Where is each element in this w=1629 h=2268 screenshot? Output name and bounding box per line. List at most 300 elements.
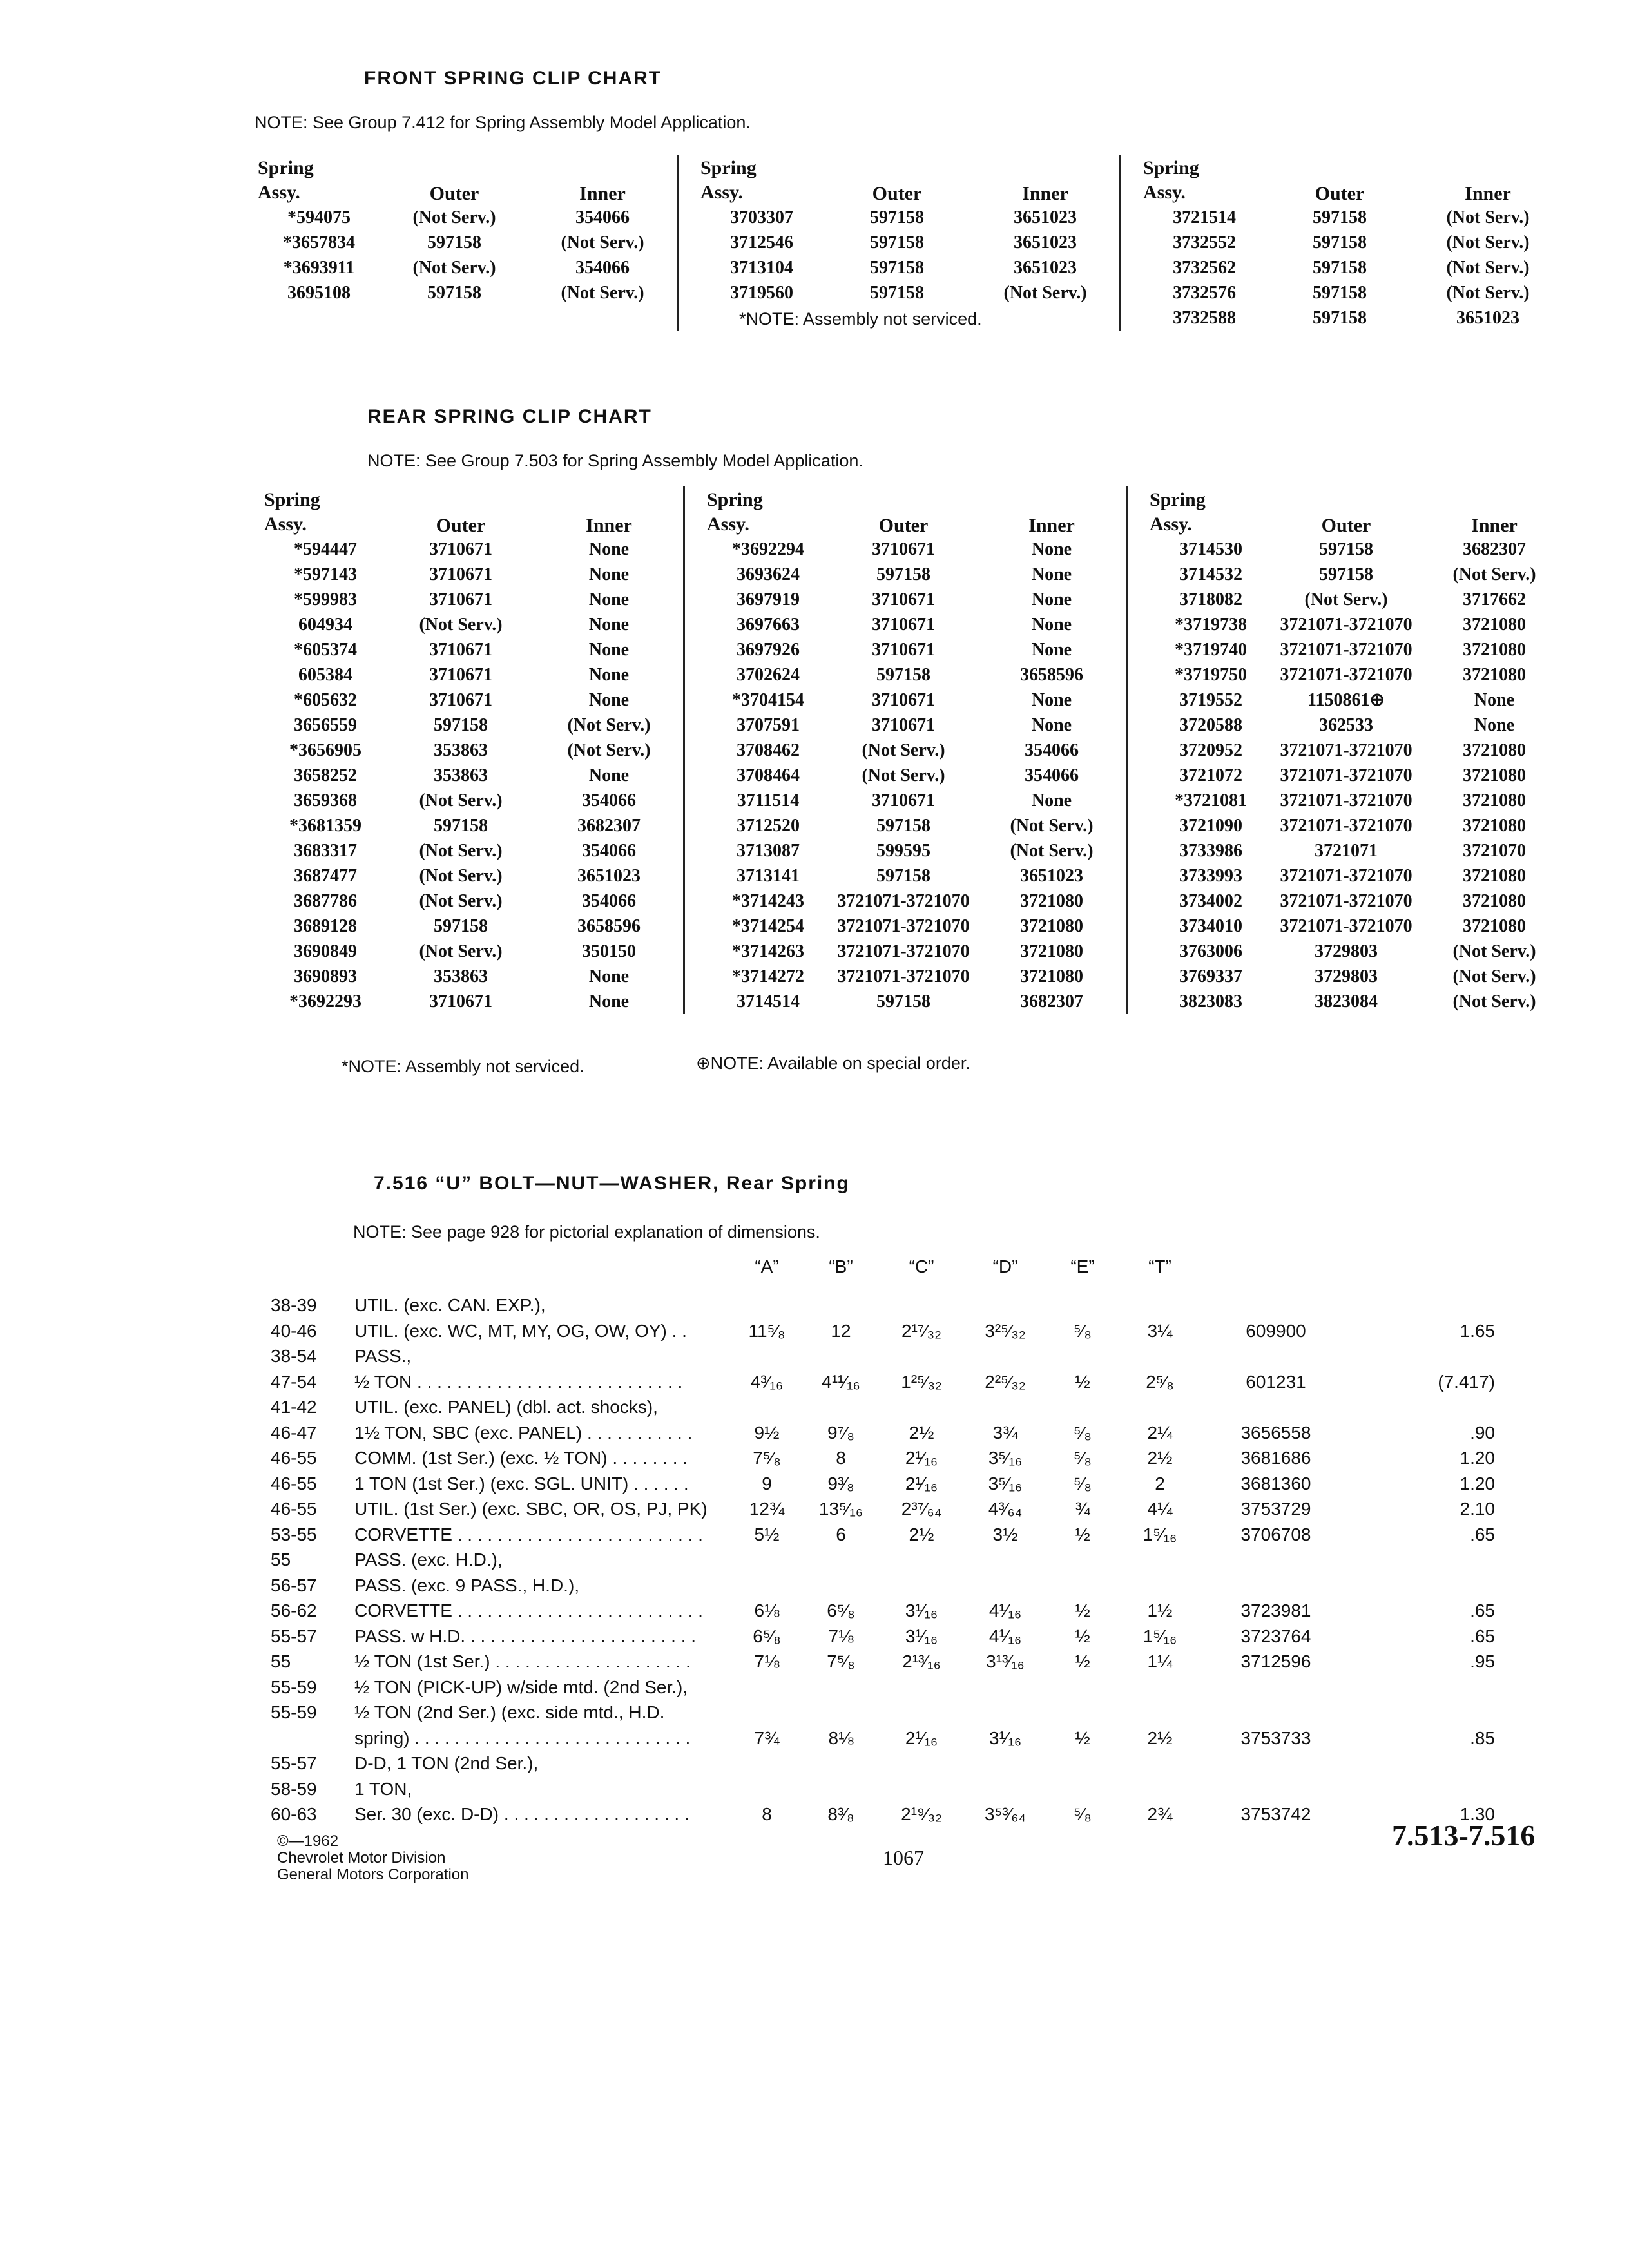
- inner-header: Inner: [1028, 515, 1075, 536]
- ubolt-dim-d: 3⁵⁄₁₆: [988, 1473, 1023, 1494]
- ubolt-years: 53-55: [271, 1524, 317, 1544]
- ubolt-part-number: 3753742: [1240, 1804, 1311, 1824]
- inner-cell: None: [588, 564, 630, 584]
- footer-division: Chevrolet Motor Division: [277, 1849, 446, 1867]
- outer-header: Outer: [878, 515, 929, 536]
- ubolt-description: PASS. (exc. 9 PASS., H.D.),: [354, 1575, 580, 1595]
- ubolt-description: UTIL. (exc. WC, MT, MY, OG, OW, OY) . .: [354, 1320, 687, 1341]
- ubolt-dim-t: 1⁵⁄₁₆: [1142, 1524, 1177, 1544]
- spring-assy-cell: 3708464: [737, 765, 800, 785]
- ubolt-row: [271, 1499, 1559, 1524]
- ubolt-description: PASS.,: [354, 1346, 412, 1366]
- ubolt-dim-c: 2¹⁷⁄₃₂: [901, 1320, 941, 1341]
- outer-cell: 3721071-3721070: [1280, 665, 1412, 685]
- outer-header: Outer: [429, 183, 479, 204]
- table-row: [1150, 863, 1568, 889]
- outer-cell: (Not Serv.): [419, 866, 503, 886]
- ubolt-col-header: “T”: [1148, 1256, 1171, 1276]
- inner-cell: (Not Serv.): [1452, 941, 1536, 961]
- spring-assy-cell: *594447: [294, 539, 357, 559]
- spring-assy-cell: 3733986: [1179, 841, 1242, 861]
- outer-cell: 597158: [1313, 207, 1367, 227]
- ubolt-note: NOTE: See page 928 for pictorial explanation of dimensions.: [353, 1222, 820, 1242]
- ubolt-description: ½ TON . . . . . . . . . . . . . . . . . . . . . . . . . . .: [354, 1371, 683, 1392]
- table-row: [264, 662, 683, 687]
- spring-assy-header: [707, 488, 829, 537]
- table-row: [264, 914, 683, 939]
- spring-header-line: Spring: [258, 157, 314, 178]
- inner-cell: (Not Serv.): [1446, 258, 1530, 278]
- ubolt-dim-d: 4³⁄₆₄: [988, 1499, 1023, 1519]
- inner-cell: None: [588, 690, 630, 710]
- table-row: [700, 280, 1119, 305]
- outer-cell: (Not Serv.): [419, 791, 503, 811]
- inner-cell: 354066: [575, 258, 630, 278]
- ubolt-col-header: “E”: [1070, 1256, 1095, 1276]
- ubolt-col-header: “B”: [829, 1256, 853, 1276]
- ubolt-dim-b: 8³⁄₈: [827, 1804, 854, 1824]
- spring-assy-cell: 3687477: [294, 866, 357, 886]
- outer-cell: 3710671: [429, 992, 492, 1012]
- spring-assy-cell: 3708462: [737, 740, 800, 760]
- ubolt-description: ½ TON (1st Ser.) . . . . . . . . . . . . . . . . . . . .: [354, 1651, 691, 1671]
- rear-footnote-assembly: *NOTE: Assembly not serviced.: [342, 1057, 584, 1076]
- inner-cell: 3721070: [1463, 841, 1526, 861]
- outer-cell: (Not Serv.): [412, 207, 496, 227]
- table-row: [707, 537, 1126, 562]
- ubolt-col-header: “C”: [909, 1256, 934, 1276]
- inner-cell: 3721080: [1020, 916, 1083, 936]
- ubolt-dim-b: 8: [836, 1448, 846, 1468]
- table-row: [1143, 255, 1562, 280]
- inner-cell: None: [1474, 690, 1515, 710]
- ubolt-dim-a: 4³⁄₁₆: [750, 1371, 784, 1392]
- footer-credits: [277, 1833, 468, 1883]
- outer-cell: 3721071-3721070: [1280, 891, 1412, 911]
- ubolt-dim-e: ⁵⁄₈: [1074, 1448, 1092, 1468]
- ubolt-dim-c: 2³⁷⁄₆₄: [901, 1499, 942, 1519]
- ubolt-dim-t: 2: [1155, 1473, 1165, 1494]
- ubolt-row: [271, 1753, 1559, 1779]
- table-row: [1150, 939, 1568, 964]
- rear-block-header: [264, 486, 683, 537]
- inner-cell: (Not Serv.): [1010, 816, 1094, 836]
- spring-assy-cell: *3719750: [1175, 665, 1247, 685]
- outer-cell: 597158: [1313, 233, 1367, 253]
- outer-cell: 597158: [870, 258, 924, 278]
- inner-cell: (Not Serv.): [567, 715, 651, 735]
- outer-cell: 597158: [870, 233, 924, 253]
- spring-assy-cell: 604934: [298, 615, 352, 635]
- table-row: [258, 205, 677, 230]
- ubolt-description: 1 TON,: [354, 1778, 412, 1799]
- ubolt-dim-e: ½: [1075, 1626, 1090, 1646]
- ubolt-dim-c: 2¹⁄₁₆: [905, 1473, 938, 1494]
- inner-cell: 3721080: [1463, 665, 1526, 685]
- ubolt-dim-t: 2½: [1147, 1727, 1173, 1748]
- ubolt-part-number: 3753729: [1240, 1499, 1311, 1519]
- spring-assy-cell: *3656905: [289, 740, 361, 760]
- ubolt-dim-d: 3⁵³⁄₆₄: [985, 1804, 1026, 1824]
- front-block-footnote: *NOTE: Assembly not serviced.: [739, 309, 982, 329]
- spring-assy-cell: 3697919: [737, 590, 800, 610]
- ubolt-part-number: 3753733: [1240, 1727, 1311, 1748]
- inner-cell: None: [588, 590, 630, 610]
- table-row: [1150, 587, 1568, 612]
- outer-cell: (Not Serv.): [419, 841, 503, 861]
- outer-cell: 597158: [1313, 258, 1367, 278]
- outer-cell: 597158: [1319, 564, 1373, 584]
- spring-assy-cell: *3681359: [289, 816, 361, 836]
- inner-cell: 3651023: [1014, 207, 1077, 227]
- spring-assy-cell: 3714530: [1179, 539, 1242, 559]
- inner-cell: 354066: [582, 891, 636, 911]
- spring-assy-cell: 3713141: [737, 866, 800, 886]
- table-row: [1150, 763, 1568, 788]
- inner-cell: (Not Serv.): [1003, 283, 1087, 303]
- table-row: [1150, 989, 1568, 1014]
- inner-cell: 3721080: [1463, 791, 1526, 811]
- inner-cell: (Not Serv.): [1446, 283, 1530, 303]
- inner-cell: None: [588, 765, 630, 785]
- front-block-1: [677, 155, 1119, 331]
- spring-assy-cell: 3697926: [737, 640, 800, 660]
- ubolt-weight: 2.10: [1460, 1499, 1495, 1519]
- ubolt-part-number: 3681360: [1240, 1473, 1311, 1494]
- table-row: [707, 713, 1126, 738]
- ubolt-dim-t: 4¼: [1147, 1499, 1173, 1519]
- spring-assy-cell: 3658252: [294, 765, 357, 785]
- inner-cell: 3721080: [1020, 891, 1083, 911]
- outer-cell: 597158: [870, 207, 924, 227]
- table-row: [258, 280, 677, 305]
- ubolt-description: PASS. w H.D. . . . . . . . . . . . . . . . . . . . . . . .: [354, 1626, 697, 1646]
- ubolt-years: 55: [271, 1651, 291, 1671]
- inner-cell: (Not Serv.): [1452, 992, 1536, 1012]
- ubolt-weight: .65: [1470, 1600, 1495, 1620]
- outer-cell: 362533: [1319, 715, 1373, 735]
- spring-assy-cell: *3721081: [1175, 791, 1247, 811]
- table-row: [264, 763, 683, 788]
- inner-cell: (Not Serv.): [561, 233, 644, 253]
- table-row: [707, 662, 1126, 687]
- outer-cell: 3710671: [872, 539, 935, 559]
- ubolt-row: [271, 1448, 1559, 1474]
- ubolt-years: 55-57: [271, 1753, 317, 1773]
- ubolt-dim-c: 2¹⁹⁄₃₂: [901, 1804, 942, 1824]
- ubolt-dim-c: 2¹⁄₁₆: [905, 1448, 938, 1468]
- inner-cell: 3682307: [1463, 539, 1526, 559]
- spring-header-line: Spring: [1143, 157, 1199, 178]
- rear-spring-clip-table: [264, 486, 1568, 1014]
- table-row: [1150, 562, 1568, 587]
- inner-cell: None: [1031, 590, 1072, 610]
- ubolt-dim-e: ½: [1075, 1727, 1090, 1748]
- ubolt-weight: .65: [1470, 1524, 1495, 1544]
- outer-cell: 597158: [434, 715, 488, 735]
- spring-assy-cell: 3687786: [294, 891, 357, 911]
- outer-cell: 597158: [1319, 539, 1373, 559]
- table-row: [1150, 914, 1568, 939]
- ubolt-row: [271, 1372, 1559, 1398]
- ubolt-weight: 1.20: [1460, 1448, 1495, 1468]
- spring-assy-header: [1143, 156, 1266, 205]
- ubolt-row: [271, 1626, 1559, 1652]
- spring-assy-cell: 3693624: [737, 564, 800, 584]
- table-row: [1150, 662, 1568, 687]
- inner-cell: 354066: [575, 207, 630, 227]
- spring-assy-cell: 3721514: [1173, 207, 1236, 227]
- spring-header-line: Spring: [700, 157, 757, 178]
- front-block-header: [1143, 155, 1562, 205]
- outer-header: Outer: [1315, 183, 1365, 204]
- outer-cell: 3710671: [429, 539, 492, 559]
- outer-cell: (Not Serv.): [1304, 590, 1388, 610]
- table-row: [264, 813, 683, 838]
- ubolt-dim-d: 3¹⁄₁₆: [988, 1727, 1022, 1748]
- outer-cell: 353863: [434, 740, 488, 760]
- table-row: [258, 230, 677, 255]
- ubolt-row: [271, 1397, 1559, 1423]
- table-row: [1150, 813, 1568, 838]
- ubolt-part-number: 3706708: [1240, 1524, 1311, 1544]
- spring-assy-cell: 3734010: [1179, 916, 1242, 936]
- rear-block-header: [707, 486, 1126, 537]
- inner-cell: (Not Serv.): [1446, 233, 1530, 253]
- inner-cell: (Not Serv.): [567, 740, 651, 760]
- ubolt-dim-e: ½: [1075, 1524, 1090, 1544]
- inner-cell: (Not Serv.): [561, 283, 644, 303]
- ubolt-dim-b: 8⅛: [828, 1727, 854, 1748]
- outer-cell: 3823084: [1315, 992, 1378, 1012]
- table-row: [707, 863, 1126, 889]
- inner-header: Inner: [579, 183, 626, 204]
- ubolt-row: [271, 1346, 1559, 1372]
- table-row: [1143, 305, 1562, 331]
- ubolt-years: 56-57: [271, 1575, 317, 1595]
- outer-cell: 3721071-3721070: [837, 891, 970, 911]
- spring-assy-cell: *3719740: [1175, 640, 1247, 660]
- inner-cell: 3658596: [577, 916, 641, 936]
- ubolt-row: [271, 1804, 1559, 1830]
- spring-assy-cell: 3713087: [737, 841, 800, 861]
- rear-block-1: [683, 486, 1126, 1014]
- ubolt-dim-a: 9: [762, 1473, 772, 1494]
- front-block-header: [258, 155, 677, 205]
- table-row: [700, 255, 1119, 280]
- ubolt-dim-b: 13⁵⁄₁₆: [818, 1499, 863, 1519]
- outer-cell: 3721071-3721070: [1280, 765, 1412, 785]
- outer-cell: 3721071-3721070: [1280, 816, 1412, 836]
- spring-assy-cell: 3697663: [737, 615, 800, 635]
- assy-header-line: Assy.: [258, 182, 300, 203]
- inner-cell: (Not Serv.): [1446, 207, 1530, 227]
- table-row: [264, 537, 683, 562]
- page-number: 1067: [883, 1846, 924, 1869]
- ubolt-dim-t: 1¼: [1147, 1651, 1173, 1671]
- outer-cell: 597158: [876, 665, 930, 685]
- ubolt-part-number: 609900: [1246, 1320, 1306, 1341]
- ubolt-years: 46-55: [271, 1448, 317, 1468]
- inner-header: Inner: [586, 515, 632, 536]
- outer-cell: 3710671: [872, 715, 935, 735]
- outer-cell: 597158: [876, 564, 930, 584]
- ubolt-description: ½ TON (2nd Ser.) (exc. side mtd., H.D.: [354, 1702, 665, 1722]
- front-chart-note: NOTE: See Group 7.412 for Spring Assembly Model Application.: [255, 113, 751, 132]
- table-row: [264, 964, 683, 989]
- table-row: [707, 763, 1126, 788]
- front-block-2: [1119, 155, 1562, 331]
- outer-cell: 353863: [434, 966, 488, 986]
- table-row: [264, 687, 683, 713]
- ubolt-part-number: 3681686: [1240, 1448, 1311, 1468]
- outer-cell: 3721071-3721070: [837, 966, 970, 986]
- spring-assy-cell: *3714254: [732, 916, 804, 936]
- ubolt-dim-c: 2½: [909, 1422, 934, 1443]
- ubolt-years: 40-46: [271, 1320, 317, 1341]
- ubolt-dim-a: 7¾: [754, 1727, 780, 1748]
- ubolt-col-header: “D”: [992, 1256, 1018, 1276]
- spring-assy-cell: 3721090: [1179, 816, 1242, 836]
- spring-header-line: Spring: [707, 489, 763, 510]
- ubolt-weight: 1.20: [1460, 1473, 1495, 1494]
- spring-assy-header: [264, 488, 387, 537]
- table-row: [1150, 838, 1568, 863]
- table-row: [1150, 788, 1568, 813]
- outer-cell: 3721071-3721070: [1280, 615, 1412, 635]
- spring-assy-cell: 3718082: [1179, 590, 1242, 610]
- inner-cell: None: [1031, 564, 1072, 584]
- outer-header: Outer: [436, 515, 486, 536]
- inner-cell: 3721080: [1463, 866, 1526, 886]
- outer-cell: 597158: [427, 233, 481, 253]
- ubolt-dim-a: 6⁵⁄₈: [753, 1626, 781, 1646]
- table-row: [264, 562, 683, 587]
- outer-cell: 3710671: [872, 615, 935, 635]
- inner-cell: None: [1031, 715, 1072, 735]
- outer-cell: 3710671: [872, 690, 935, 710]
- inner-cell: None: [588, 665, 630, 685]
- spring-assy-cell: 605384: [298, 665, 352, 685]
- outer-cell: 597158: [870, 283, 924, 303]
- ubolt-dim-b: 6⁵⁄₈: [827, 1600, 855, 1620]
- spring-assy-cell: 3720588: [1179, 715, 1242, 735]
- spring-assy-header: [1150, 488, 1272, 537]
- ubolt-dim-e: ½: [1075, 1371, 1090, 1392]
- ubolt-row: [271, 1677, 1559, 1703]
- inner-cell: None: [1031, 690, 1072, 710]
- spring-assy-header: [700, 156, 823, 205]
- ubolt-row: [271, 1575, 1559, 1601]
- inner-cell: None: [588, 539, 630, 559]
- ubolt-dim-c: 3¹⁄₁₆: [905, 1626, 938, 1646]
- ubolt-weight: (7.417): [1438, 1371, 1495, 1392]
- inner-header: Inner: [1465, 183, 1511, 204]
- spring-assy-cell: 3695108: [287, 283, 351, 303]
- ubolt-part-number: 3656558: [1240, 1422, 1311, 1443]
- outer-header: Outer: [872, 183, 922, 204]
- spring-assy-cell: 3714514: [737, 992, 800, 1012]
- table-row: [707, 939, 1126, 964]
- spring-assy-cell: *3714263: [732, 941, 804, 961]
- ubolt-dim-a: 9½: [754, 1422, 780, 1443]
- rear-block-0: [264, 486, 683, 1014]
- inner-cell: None: [1031, 791, 1072, 811]
- spring-assy-cell: 3732552: [1173, 233, 1236, 253]
- spring-assy-cell: 3733993: [1179, 866, 1242, 886]
- ubolt-weight: .65: [1470, 1626, 1495, 1646]
- spring-assy-cell: 3712520: [737, 816, 800, 836]
- inner-cell: 3682307: [577, 816, 641, 836]
- outer-cell: 3721071-3721070: [1280, 640, 1412, 660]
- table-row: [258, 255, 677, 280]
- ubolt-dim-b: 4¹¹⁄₁₆: [822, 1371, 860, 1392]
- inner-cell: None: [588, 615, 630, 635]
- ubolt-dim-d: 4¹⁄₁₆: [988, 1600, 1022, 1620]
- ubolt-years: 46-47: [271, 1422, 317, 1443]
- inner-cell: 3721080: [1020, 941, 1083, 961]
- ubolt-dim-c: 2½: [909, 1524, 934, 1544]
- spring-assy-cell: 3689128: [294, 916, 357, 936]
- table-row: [1143, 205, 1562, 230]
- outer-cell: 599595: [876, 841, 930, 861]
- outer-cell: 3710671: [872, 590, 935, 610]
- ubolt-dim-a: 11⁵⁄₈: [748, 1320, 786, 1341]
- outer-cell: 3729803: [1315, 941, 1378, 961]
- ubolt-years: 55-59: [271, 1702, 317, 1722]
- ubolt-dim-d: 3⁵⁄₁₆: [988, 1448, 1023, 1468]
- table-row: [264, 738, 683, 763]
- spring-assy-cell: 3763006: [1179, 941, 1242, 961]
- table-row: [1150, 713, 1568, 738]
- outer-cell: 3721071-3721070: [837, 941, 970, 961]
- ubolt-dim-b: 7⁵⁄₈: [827, 1651, 855, 1671]
- table-row: [707, 914, 1126, 939]
- assy-header-line: Assy.: [707, 514, 749, 535]
- table-row: [1150, 687, 1568, 713]
- ubolt-part-number: 601231: [1246, 1371, 1306, 1392]
- spring-header-line: Spring: [1150, 489, 1206, 510]
- ubolt-dim-b: 9⁷⁄₈: [827, 1422, 854, 1443]
- ubolt-dim-c: 1²⁵⁄₃₂: [901, 1371, 942, 1392]
- ubolt-row: [271, 1524, 1559, 1550]
- inner-cell: 3721080: [1463, 891, 1526, 911]
- inner-cell: 3721080: [1463, 916, 1526, 936]
- ubolt-dim-e: ⁵⁄₈: [1074, 1320, 1092, 1341]
- inner-cell: 3721080: [1463, 765, 1526, 785]
- outer-cell: 3710671: [429, 564, 492, 584]
- table-row: [1150, 889, 1568, 914]
- ubolt-dim-e: ¾: [1075, 1499, 1090, 1519]
- outer-cell: 3721071-3721070: [837, 916, 970, 936]
- ubolt-part-number: 3723764: [1240, 1626, 1311, 1646]
- ubolt-description: Ser. 30 (exc. D-D) . . . . . . . . . . . . . . . . . . .: [354, 1804, 689, 1824]
- outer-cell: 597158: [1313, 308, 1367, 328]
- assy-header-line: Assy.: [1150, 514, 1192, 535]
- ubolt-dim-d: 3¾: [992, 1422, 1018, 1443]
- inner-cell: 3721080: [1463, 615, 1526, 635]
- spring-assy-cell: *3657834: [283, 233, 355, 253]
- ubolt-row: [271, 1321, 1559, 1347]
- spring-assy-cell: 3719560: [730, 283, 793, 303]
- spring-assy-cell: *594075: [287, 207, 351, 227]
- table-row: [700, 230, 1119, 255]
- table-row: [1143, 280, 1562, 305]
- spring-assy-cell: *3714243: [732, 891, 804, 911]
- spring-assy-cell: 3703307: [730, 207, 793, 227]
- ubolt-col-header: “A”: [755, 1256, 779, 1276]
- spring-assy-cell: *3704154: [732, 690, 804, 710]
